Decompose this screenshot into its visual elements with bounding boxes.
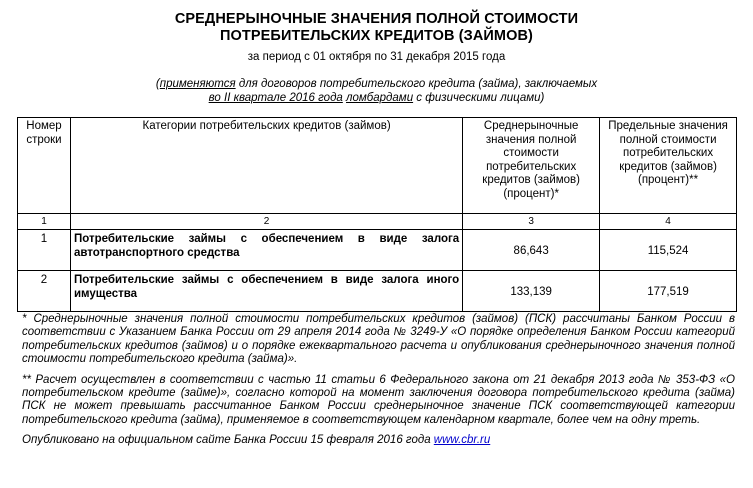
- applies-word: применяются: [159, 78, 236, 90]
- header-category: Категории потребительских кредитов (займов): [70, 118, 462, 214]
- footnote-limit: ** Расчет осуществлен в соответствии с частью 11 статьи 6 Федерального закона от 21 декабря 2013 года № 353-ФЗ «О потребительском кредите (займе)», согласно которой на момент заключения договора потребительского кредита (займа) ПСК не может превышать рассчитанное Банком России среднерыночное значение ПСК соответствующей категории потребительского кредита (займа), применяемое в соответствующем календарном квартале, более чем на одну треть.: [22, 373, 735, 426]
- row-number: 1: [18, 230, 71, 271]
- applies-text-2: с физическими лицами): [413, 92, 545, 104]
- applicability-note: [0, 77, 753, 105]
- paren-open: (: [155, 78, 160, 90]
- footnote-average: * Среднерыночные значения полной стоимости потребительских кредитов (займов) (ПСК) рассчитаны Банком России в соответствии с Указанием Банка России от 29 апреля 2014 года № 3249-У «О порядке определения Банком России категорий потребительских кредитов (займов) и о порядке ежеквартального расчета и опубликования среднерыночного значения полной стоимости потребительского кредита (займа)».: [22, 313, 735, 366]
- applicability-line-2: [0, 91, 753, 105]
- row-average-value: 133,139: [463, 271, 600, 312]
- rates-table: [17, 117, 737, 312]
- column-number-1: 1: [18, 214, 71, 230]
- document-title: [0, 11, 753, 45]
- publication-note: [22, 434, 735, 447]
- publication-text: Опубликовано на официальном сайте Банка России 15 февраля 2016 года: [22, 434, 434, 447]
- table-row: [18, 271, 737, 312]
- row-category: Потребительские займы с обеспечением в виде залога автотранспортного средства: [70, 230, 462, 271]
- header-row-number: Номер строки: [18, 118, 71, 214]
- column-numbers-row: [18, 214, 737, 230]
- applies-text-1: для договоров потребительского кредита (займа), заключаемых: [235, 78, 598, 90]
- applicability-line-1: [0, 77, 753, 91]
- cbr-website-link[interactable]: www.cbr.ru: [433, 434, 491, 447]
- lombards-word: ломбардами: [346, 92, 414, 104]
- header-average-value: Среднерыночные значения полной стоимости потребительских кредитов (займов) (процент)*: [463, 118, 600, 214]
- table-row: [18, 230, 737, 271]
- column-number-3: 3: [463, 214, 600, 230]
- title-line-2: ПОТРЕБИТЕЛЬСКИХ КРЕДИТОВ (ЗАЙМОВ): [220, 28, 533, 44]
- footnotes: [22, 313, 735, 455]
- row-number: 2: [18, 271, 71, 312]
- column-number-4: 4: [600, 214, 737, 230]
- row-category: Потребительские займы с обеспечением в виде залога иного имущества: [70, 271, 462, 312]
- row-limit-value: 177,519: [600, 271, 737, 312]
- quarter-text: во II квартале 2016 года: [208, 92, 343, 104]
- table-header-row: [18, 118, 737, 214]
- column-number-2: 2: [70, 214, 462, 230]
- row-average-value: 86,643: [463, 230, 600, 271]
- row-limit-value: 115,524: [600, 230, 737, 271]
- header-limit-value: Предельные значения полной стоимости потребительских кредитов (займов) (процент)**: [600, 118, 737, 214]
- period-subtitle: за период с 01 октября по 31 декабря 2015 года: [247, 51, 506, 63]
- title-line-1: СРЕДНЕРЫНОЧНЫЕ ЗНАЧЕНИЯ ПОЛНОЙ СТОИМОСТИ: [174, 11, 579, 27]
